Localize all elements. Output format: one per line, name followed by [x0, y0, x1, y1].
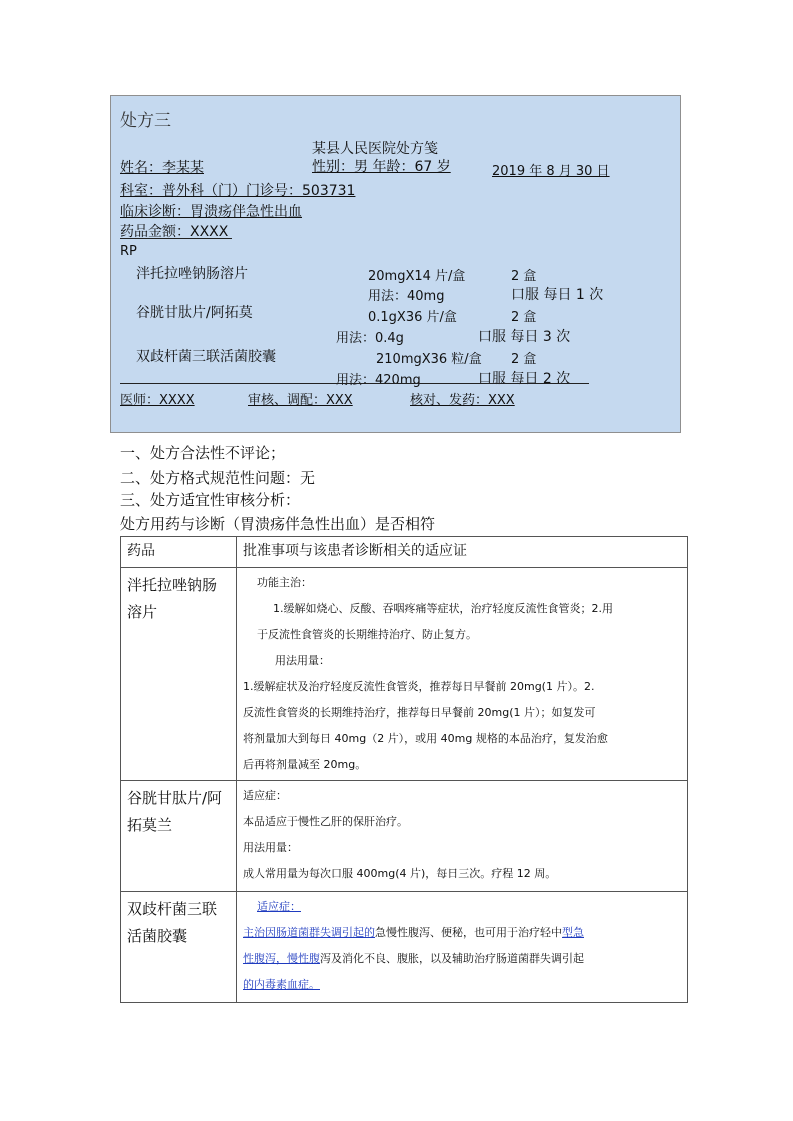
drug-2-route: 口服 每日 3 次 [478, 329, 571, 345]
indication-link[interactable]: 适应症： [257, 900, 301, 913]
indication-cell [237, 568, 688, 781]
indication-table [120, 536, 688, 1003]
drug-2-name: 谷胱甘肽片/阿拓莫 [136, 305, 253, 321]
cell-text: 泻及消化不良、腹胀，以及辅助治疗肠道菌群失调引起 [320, 952, 584, 965]
review-sign: 审核、调配：XXX [248, 393, 353, 408]
drug-1-route: 口服 每日 1 次 [511, 287, 604, 303]
drug-3-name: 双歧杆菌三联活菌胶囊 [136, 349, 276, 365]
drug-2-spec: 0.1gX36 片/盒 [368, 310, 457, 325]
analysis-item-2: 二、处方格式规范性问题：无 [120, 469, 316, 487]
prescription-date: 2019 年 8 月 30 日 [492, 164, 610, 179]
table-header-drug: 药品 [121, 537, 237, 568]
indication-link[interactable]: 的内毒素血症。 [243, 978, 320, 991]
indication-cell [237, 781, 688, 892]
cell-line: 用法用量： [275, 654, 330, 667]
cell-line: 1.缓解如烧心、反酸、吞咽疼痛等症状，治疗轻度反流性食管炎；2.用 [273, 602, 613, 615]
drug-3-usage: 用法：420mg [336, 373, 421, 388]
analysis-question: 处方用药与诊断（胃溃疡伴急性出血）是否相符 [120, 515, 436, 533]
rx-separator-line [120, 383, 589, 384]
cell-line: 本品适应于慢性乙肝的保肝治疗。 [243, 815, 408, 828]
check-sign: 核对、发药：XXX [410, 393, 515, 408]
indication-link[interactable]: 性腹泻，慢性腹 [243, 952, 320, 965]
table-row [121, 781, 688, 892]
patient-gender-age: 性别：男 年龄：67 岁 [312, 159, 451, 175]
rp-label: RP [120, 244, 137, 259]
drug-cell: 泮托拉唑钠肠溶片 [121, 568, 237, 781]
cell-line: 后再将剂量减至 20mg。 [243, 758, 367, 771]
doctor-sign: 医师：XXXX [120, 393, 195, 408]
cell-line [243, 946, 681, 972]
cell-line [243, 920, 681, 946]
indication-link[interactable]: 型急 [562, 926, 584, 939]
drug-2-usage: 用法：0.4g [336, 331, 404, 346]
cell-line: 1.缓解症状及治疗轻度反流性食管炎，推荐每日早餐前 20mg(1 片）。2. [243, 680, 595, 693]
analysis-item-3: 三、处方适宜性审核分析： [120, 491, 301, 509]
table-header-indication: 批准事项与该患者诊断相关的适应证 [237, 537, 688, 568]
drug-1-name: 泮托拉唑钠肠溶片 [136, 266, 248, 282]
cell-line: 适应症： [243, 789, 287, 802]
prescription-heading: 处方三 [120, 111, 171, 131]
drug-3-spec: 210mgX36 粒/盒 [376, 352, 482, 367]
cell-line: 用法用量： [243, 841, 298, 854]
cell-line: 反流性食管炎的长期维持治疗，推荐每日早餐前 20mg(1 片）；如复发可 [243, 706, 596, 719]
indication-cell [237, 892, 688, 1003]
table-row [121, 568, 688, 781]
cell-line: 将剂量加大到每日 40mg（2 片），或用 40mg 规格的本品治疗，复发治愈 [243, 732, 608, 745]
cell-line: 于反流性食管炎的长期维持治疗、防止复方。 [257, 628, 477, 641]
amount-underline [120, 238, 232, 239]
drug-3-route: 口服 每日 2 次 [478, 371, 571, 387]
clinical-diagnosis: 临床诊断：胃溃疡伴急性出血 [120, 204, 302, 220]
analysis-item-1: 一、处方合法性不评论； [120, 444, 286, 462]
cell-line [243, 972, 681, 998]
cell-line: 功能主治： [257, 576, 312, 589]
cell-line [243, 894, 681, 920]
drug-3-qty: 2 盒 [511, 352, 537, 367]
drug-cell: 双歧杆菌三联活菌胶囊 [121, 892, 237, 1003]
table-row [121, 892, 688, 1003]
patient-name: 姓名：李某某 [120, 160, 204, 176]
drug-1-qty: 2 盒 [511, 269, 537, 284]
indication-link[interactable]: 主治因肠道菌群失调引起的 [243, 926, 375, 939]
drug-amount: 药品金额：XXXX [120, 224, 229, 240]
cell-text: 急慢性腹泻、便秘，也可用于治疗轻中 [375, 926, 562, 939]
drug-1-usage: 用法：40mg [368, 289, 445, 304]
drug-1-spec: 20mgX14 片/盒 [368, 269, 466, 284]
drug-cell: 谷胱甘肽片/阿拓莫兰 [121, 781, 237, 892]
hospital-title: 某县人民医院处方笺 [312, 141, 438, 157]
table-header-row [121, 537, 688, 568]
cell-line: 成人常用量为每次口服 400mg(4 片)，每日三次。疗程 12 周。 [243, 867, 557, 880]
drug-2-qty: 2 盒 [511, 310, 537, 325]
department: 科室：普外科（门）门诊号：503731 [120, 183, 356, 199]
